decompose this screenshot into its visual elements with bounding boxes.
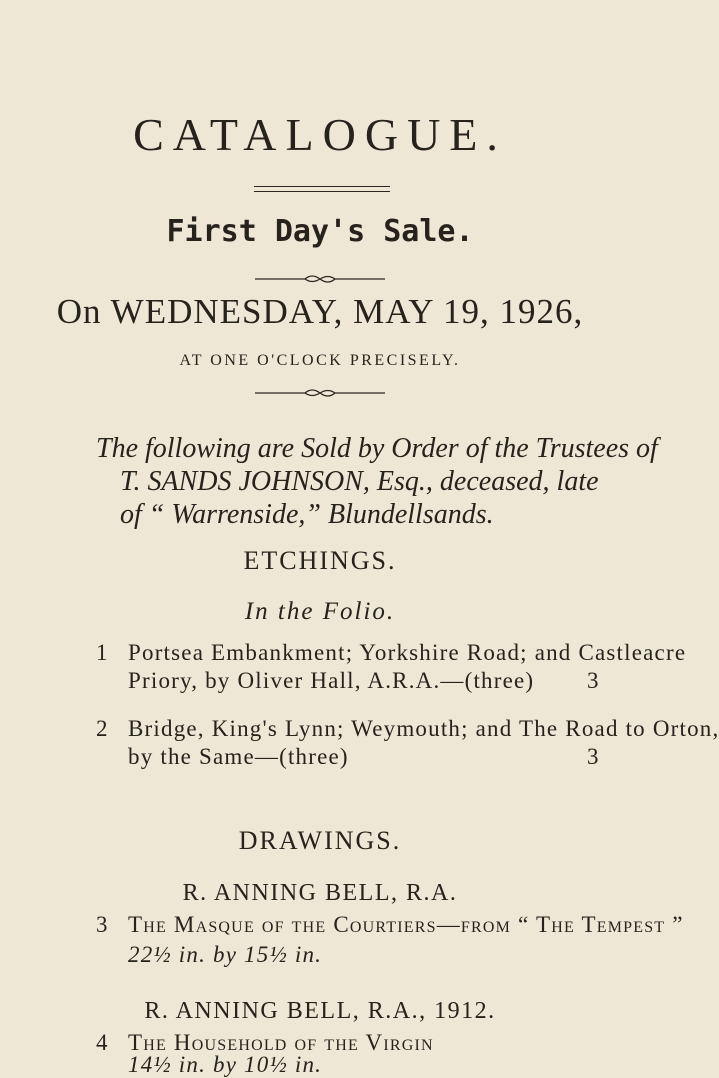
- lot-description-line-1: Portsea Embankment; Yorkshire Road; and Castleacre: [128, 640, 687, 665]
- lot-description-line-1: Bridge, King's Lynn; Weymouth; and The Road to Orton,: [128, 716, 719, 741]
- lot-quantity: 3: [587, 668, 599, 693]
- page-title: CATALOGUE.: [133, 109, 507, 160]
- lot-number: 3: [96, 912, 109, 937]
- sale-date: On WEDNESDAY, MAY 19, 1926,: [56, 292, 584, 331]
- notice-line-2: T. SANDS JOHNSON, Esq., deceased, late: [120, 466, 599, 497]
- etchings-heading: ETCHINGS.: [243, 546, 397, 575]
- lot-title: The Masque of the Courtiers—from “ The Tempest ”: [128, 912, 684, 937]
- lot-quantity: 3: [587, 744, 599, 769]
- lot-dimensions: 14½ in. by 10½ in.: [128, 1052, 323, 1077]
- title-double-rule: [254, 186, 390, 192]
- notice-line-3: of “ Warrenside,” Blundellsands.: [120, 499, 494, 530]
- drawings-heading: DRAWINGS.: [238, 826, 402, 855]
- ornament-divider-1: [0, 272, 640, 290]
- lot-number: 1: [96, 640, 109, 665]
- lot-dimensions: 22½ in. by 15½ in.: [128, 942, 323, 967]
- lot-title: The Household of the Virgin: [128, 1030, 434, 1055]
- etchings-subheading: In the Folio.: [244, 598, 396, 625]
- lot-number: 4: [96, 1030, 109, 1055]
- artist-heading-1: R. ANNING BELL, R.A.: [182, 880, 458, 906]
- sale-subtitle: First Day's Sale.: [166, 214, 474, 249]
- lot-number: 2: [96, 716, 109, 741]
- notice-line-1: The following are Sold by Order of the Trustees of: [96, 433, 658, 464]
- ornament-divider-2: [0, 386, 640, 404]
- lot-description-line-2: Priory, by Oliver Hall, A.R.A.—(three): [128, 668, 535, 693]
- artist-heading-2: R. ANNING BELL, R.A., 1912.: [144, 998, 496, 1024]
- sale-time: AT ONE O'CLOCK PRECISELY.: [179, 352, 461, 369]
- lot-description-line-2: by the Same—(three): [128, 744, 349, 769]
